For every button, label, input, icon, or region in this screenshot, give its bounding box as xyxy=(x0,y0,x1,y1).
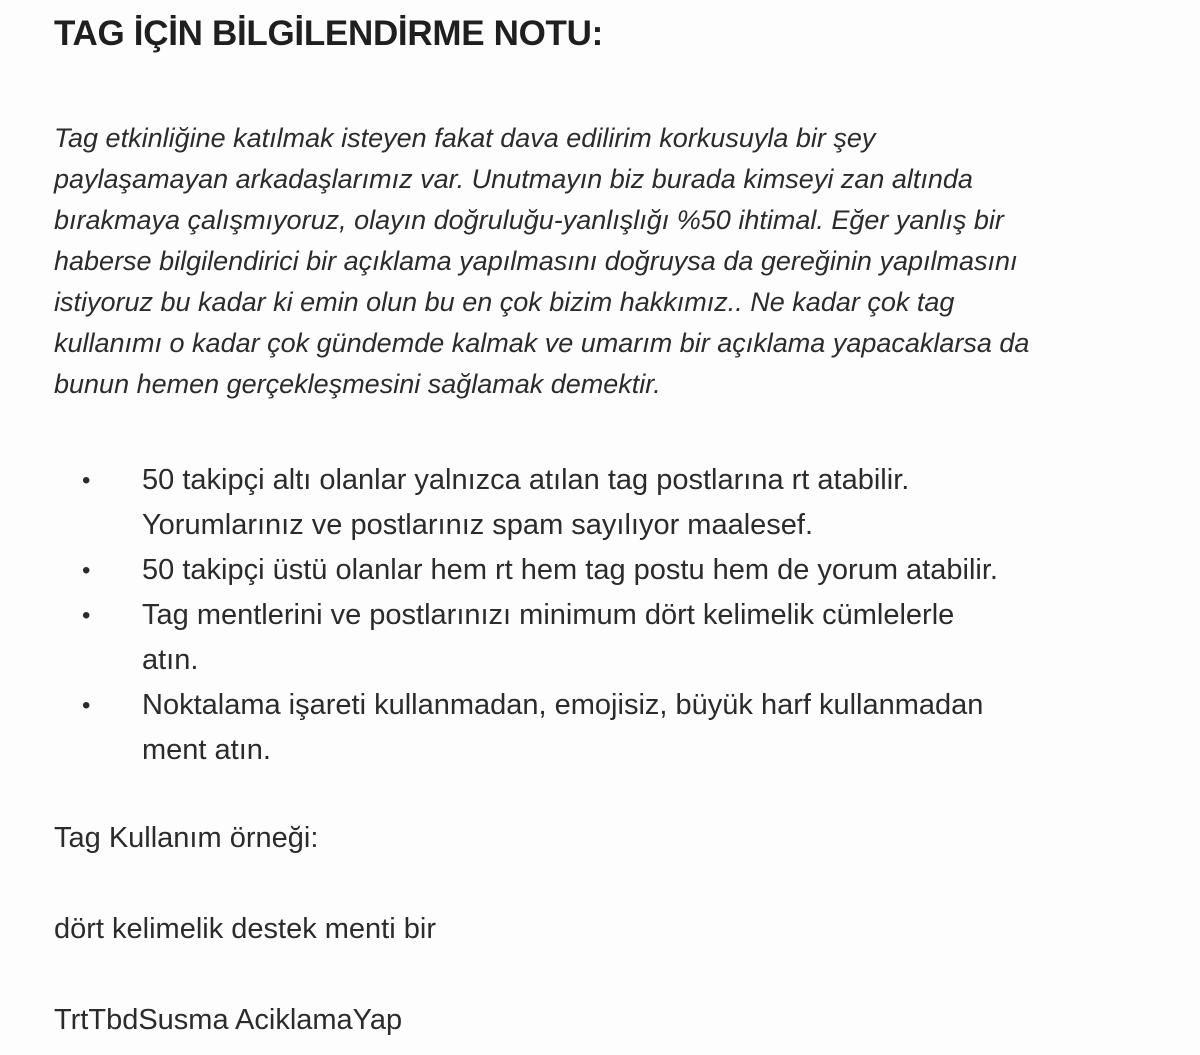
rules-list xyxy=(54,458,1174,773)
intro-line: haberse bilgilendirici bir açıklama yapılmasını doğruysa da gereğinin yapılmasını xyxy=(54,246,1018,276)
rule-item xyxy=(54,548,1174,593)
bullet-icon: • xyxy=(82,692,91,719)
intro-line: bunun hemen gerçekleşmesini sağlamak demektir. xyxy=(54,369,661,399)
intro-line: istiyoruz bu kadar ki emin olun bu en çok bizim hakkımız.. Ne kadar çok tag xyxy=(54,287,955,317)
bullet-icon: • xyxy=(82,557,91,584)
intro-line: Tag etkinliğine katılmak isteyen fakat dava edilirim korkusuyla bir şey xyxy=(54,123,876,153)
rule-text: Yorumlarınız ve postlarınız spam sayılıyor maalesef. xyxy=(142,509,814,541)
rule-item xyxy=(54,683,1174,773)
rule-text: Tag mentlerini ve postlarınızı minimum dört kelimelik cümlelerle xyxy=(142,599,955,631)
rule-text: 50 takipçi altı olanlar yalnızca atılan tag postlarına rt atabilir. xyxy=(142,464,910,496)
rule-item xyxy=(54,458,1174,548)
example-text: dört kelimelik destek menti bir xyxy=(54,913,436,945)
example-hashtags: TrtTbdSusma AciklamaYap xyxy=(54,1004,403,1036)
rule-text: 50 takipçi üstü olanlar hem rt hem tag postu hem de yorum atabilir. xyxy=(142,554,998,586)
intro-line: paylaşamayan arkadaşlarımız var. Unutmayın biz burada kimseyi zan altında xyxy=(54,164,973,194)
bullet-icon: • xyxy=(82,467,91,494)
rule-text: ment atın. xyxy=(142,734,271,766)
intro-paragraph xyxy=(54,118,1154,405)
bullet-icon: • xyxy=(82,602,91,629)
rule-text: Noktalama işareti kullanmadan, emojisiz, büyük harf kullanmadan xyxy=(142,689,984,721)
rule-item xyxy=(54,593,1174,683)
example-label: Tag Kullanım örneği: xyxy=(54,822,319,854)
intro-line: bırakmaya çalışmıyoruz, olayın doğruluğu-yanlışlığı %50 ihtimal. Eğer yanlış bir xyxy=(54,205,1004,235)
rule-text: atın. xyxy=(142,644,199,676)
intro-line: kullanımı o kadar çok gündemde kalmak ve umarım bir açıklama yapacaklarsa da xyxy=(54,328,1030,358)
document-title: TAG İÇİN BİLGİLENDİRME NOTU: xyxy=(54,14,603,53)
